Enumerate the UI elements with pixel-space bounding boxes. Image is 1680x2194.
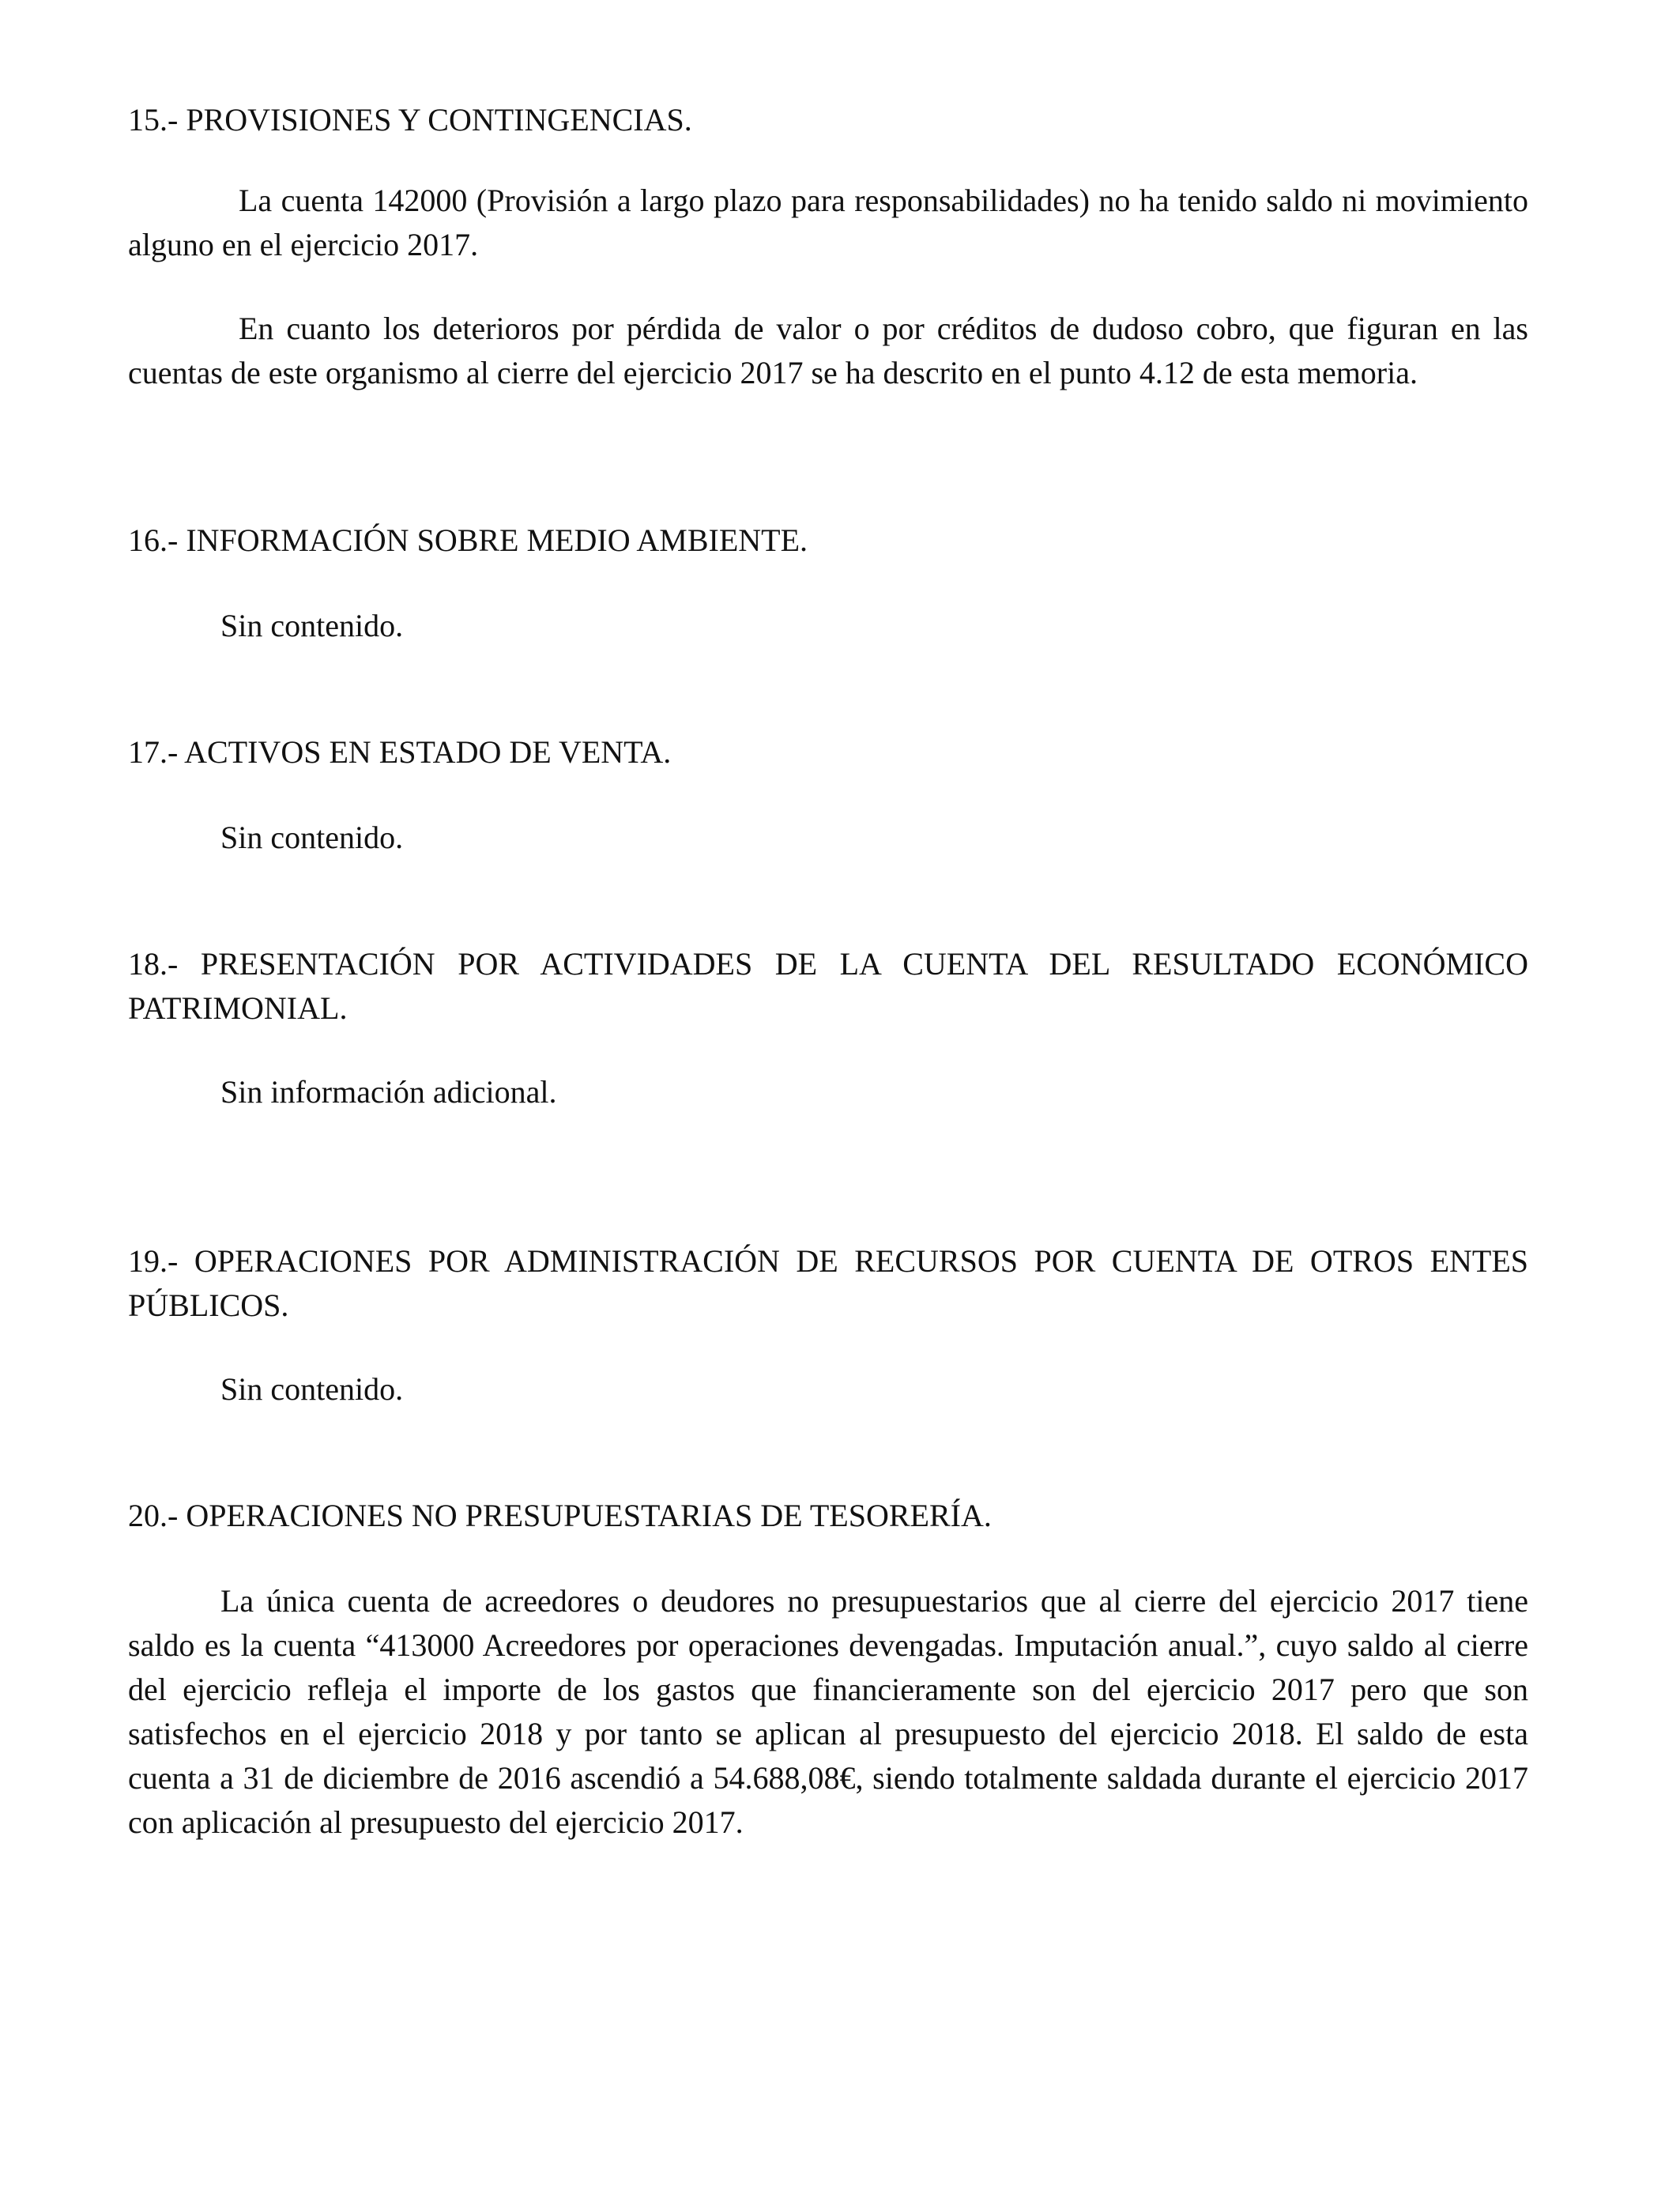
section-20 [128, 1494, 1528, 1538]
section-20-paragraph-1 [128, 1579, 1528, 1845]
section-19 [128, 1239, 1528, 1328]
section-heading: 15.- PROVISIONES Y CONTINGENCIAS. [128, 102, 692, 138]
section-15 [128, 98, 1528, 142]
paragraph: La única cuenta de acreedores o deudores no presupuestarios que al cierre del ejercicio 2017 tiene saldo es la cuenta “413000 Acreedores por operaciones devengadas. Imputación anual.”, cuyo saldo al cierre del ejercicio refleja el importe de los gastos que financieramente son del ejercicio 2017 pero que son satisfechos en el ejercicio 2018 y por tanto se aplican al presupuesto del ejercicio 2018. El saldo de esta cuenta a 31 de diciembre de 2016 ascendió a 54.688,08€, siendo totalmente saldada durante el ejercicio 2017 con aplicación al presupuesto del ejercicio 2017. [128, 1583, 1528, 1840]
section-17-body [128, 816, 1528, 860]
section-heading: 17.- ACTIVOS EN ESTADO DE VENTA. [128, 734, 672, 770]
section-18 [128, 942, 1528, 1031]
section-heading: 18.- PRESENTACIÓN POR ACTIVIDADES DE LA CUENTA DEL RESULTADO ECONÓMICO PATRIMONIAL. [128, 946, 1528, 1026]
section-16-body [128, 604, 1528, 648]
section-15-paragraph-1 [128, 179, 1528, 267]
section-15-paragraph-2 [128, 307, 1528, 395]
section-heading: 20.- OPERACIONES NO PRESUPUESTARIAS DE TESORERÍA. [128, 1498, 992, 1533]
section-18-body [128, 1070, 1528, 1114]
section-heading: 19.- OPERACIONES POR ADMINISTRACIÓN DE RECURSOS POR CUENTA DE OTROS ENTES PÚBLICOS. [128, 1243, 1528, 1323]
paragraph: Sin contenido. [220, 608, 404, 643]
section-16 [128, 518, 1528, 563]
paragraph: Sin contenido. [220, 1371, 404, 1407]
paragraph: Sin información adicional. [220, 1074, 557, 1110]
paragraph: Sin contenido. [220, 820, 404, 855]
paragraph: La cuenta 142000 (Provisión a largo plazo para responsabilidades) no ha tenido saldo ni movimiento alguno en el ejercicio 2017. [128, 183, 1528, 262]
section-19-body [128, 1367, 1528, 1412]
section-17 [128, 730, 1528, 775]
paragraph: En cuanto los deterioros por pérdida de valor o por créditos de dudoso cobro, que figuran en las cuentas de este organismo al cierre del ejercicio 2017 se ha descrito en el punto 4.12 de esta memoria. [128, 311, 1528, 390]
section-heading: 16.- INFORMACIÓN SOBRE MEDIO AMBIENTE. [128, 522, 808, 558]
